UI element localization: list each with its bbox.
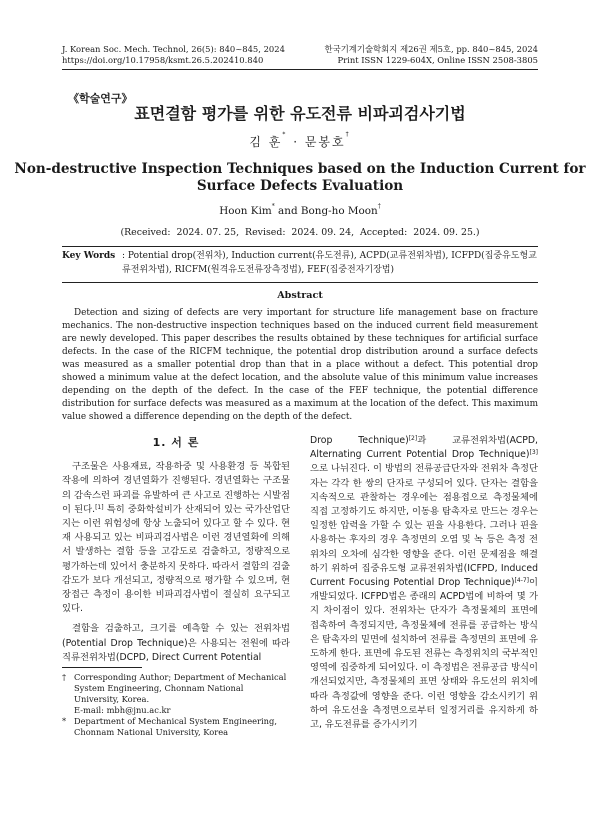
citation-ref-4-7[interactable]: [4-7] [514, 577, 530, 585]
body-column-left [62, 434, 290, 738]
keywords-bottom-rule [62, 282, 538, 283]
running-header-right [325, 44, 538, 66]
title-english-line-2: Surface Defects Evaluation [196, 178, 404, 194]
journal-citation: J. Korean Soc. Mech. Technol, 26(5): 840~845, 2024 [62, 44, 285, 54]
footnote-affiliation: * Department of Mechanical System Engineering, Chonnam National University, Korea [62, 716, 277, 738]
authors-korean [0, 133, 600, 150]
intro-paragraph-2-continued: Drop Technique)[2]과 교류전위차법(ACPD, Alternating Current Potential Drop Technique)[3]으로 나뉘진다. 이 방법의 전류공급단자와 전위차 측정단자는 각각 한 쌍의 단자로 구성되어 있다. 단자는 결함을 지속적으로 관찰하는 경우에는 점용접으로 측정물체에 직접 고정하기도 하지만, 이동용 탐촉자로 만드는 경우는 일정한 압력을 가할 수 있는 핀을 사용한다. 그러나 핀을 사용하는 후자의 경우 측정면의 오염 및 녹 등은 측정 전위차의 오차에 심각한 영향을 준다. 이런 문제점을 해결하기 위하여 집중유도형 교류전위차법(ICFPD, Induced Current Focusing Potential Drop Technique)[4-7]이 개발되었다. ICFPD법은 종래의 ACPD법에 비하여 몇 가지 차이점이 있다. 전위차는 단자가 측정물체의 표면에 접촉하여 측정되지만, 측정물체에 전류를 공급하는 방식은 탐촉자의 밑면에 설치하여 전류를 측정면의 표면에 유도하게 한다. 표면에 유도된 전류는 측정위치의 국부적인 영역에 집중하게 되어있다. 이 측정법은 전류공급 방식이 개선되었지만, 측정물체의 표면 상태와 유도선의 위치에 따라 측정값에 영향을 준다. 이런 영향을 감소시키기 위하여 유도선을 측정면으로부터 일정거리를 유지하게 하고, 유도전류를 증가시키기 [310, 435, 538, 731]
received-dates: (Received: 2024. 07. 25, Revised: 2024. 09. 24, Accepted: 2024. 09. 25.) [120, 227, 480, 238]
keywords-text: : Potential drop(전위차), Induction current(유도전류), ACPD(교류전위차법), ICFPD(집중유도형교류전위차법), RICFM(원격유도전류장측정법), FEF(집중전자기장법) [122, 251, 537, 275]
abstract-heading: Abstract [277, 290, 323, 301]
section-heading: 1. 서 론 [152, 436, 200, 449]
authors-english [0, 205, 600, 217]
author-1-en: Hoon Kim [219, 205, 272, 217]
author-1-mark: * [282, 131, 288, 138]
footnote-rule [62, 667, 142, 668]
author-2-ko: 문봉호 [304, 135, 346, 149]
author-conjunction: and [274, 205, 301, 217]
journal-citation-korean: 한국기계기술학회지 제26권 제5호, pp. 840~845, 2024 [324, 44, 538, 54]
intro-paragraph-1: 구조물은 사용재료, 작용하중 및 사용환경 등 복합된 작용에 의하여 경년열화가 진행된다. 경년열화는 구조물의 감속스런 파괴를 유발하여 큰 사고로 진행하는 시발점이 된다.[1] 특히 중화학설비가 산재되어 있는 국가산업단지는 이런 위험성에 항상 노출되어 있다고 할 수 있다. 현재 사용되고 있는 비파괴검사법은 이런 경년열화에 의해서 발생하는 결함 등을 고감도로 검출하고, 정량적으로 평가하는데 있어서 충분하지 못하다. 따라서 결함의 검출감도가 보다 개선되고, 정량적으로 평가할 수 있으며, 현장접근 측정이 용이한 비파괴검사법이 절실히 요구되고 있다. [62, 461, 290, 615]
doi-link[interactable]: https://doi.org/10.17958/ksmt.26.5.202410.840 [62, 55, 264, 65]
citation-ref-1[interactable]: [1] [95, 503, 104, 511]
header-rule [62, 69, 538, 70]
keywords-top-rule [62, 246, 538, 247]
title-english [0, 161, 600, 195]
citation-ref-3[interactable]: [3] [529, 449, 538, 457]
asterisk-mark: * [62, 716, 67, 727]
body-column-right [310, 434, 538, 732]
author-1-ko: 김 훈 [249, 135, 283, 149]
article-category: 《학술연구》 [68, 92, 133, 105]
abstract-text: Detection and sizing of defects are very important for structure life management base on fracture mechanics. The non-destructive inspection techniques based on the induced current field measurement are newly developed. This paper describes the results obtained by these techniques for artificial surface defects. In the case of the RICFM technique, the potential drop distribution around a surface defects was measured as a smaller potential drop than that in a place without a defect. This potential drop showed a minimum value at the defect location, and the absolute value of this minimum value increases depending on the depth of the defect. In the case of the FEF technique, the potential difference distribution for surface defects was measured as a maximum at the location of the defect. This maximum value showed a difference depending on the depth of the defect. [62, 308, 538, 422]
title-english-line-1: Non-destructive Inspection Techniques based on the Induction Current for [14, 161, 586, 177]
author-1-en-mark: * [271, 203, 275, 210]
author-separator: · [287, 135, 305, 149]
running-header-left [62, 44, 285, 66]
issn-info: Print ISSN 1229-604X, Online ISSN 2508-3805 [337, 55, 538, 65]
footnote-corresponding: † Corresponding Author; Department of Mechanical System Engineering, Chonnam National University, Korea. E-mail: mbh@jnu.ac.kr [62, 672, 290, 716]
author-2-en: Bong-ho Moon [300, 205, 378, 217]
keywords-label: Key Words [62, 251, 116, 261]
email-text[interactable]: E-mail: mbh@jnu.ac.kr [74, 705, 171, 716]
author-2-en-mark: † [377, 203, 381, 210]
keywords-block [62, 250, 538, 277]
title-korean: 표면결함 평가를 위한 유도전류 비파괴검사기법 [134, 104, 466, 123]
intro-paragraph-2: 결함을 검출하고, 크기를 예측할 수 있는 전위차법(Potential Drop Technique)은 사용되는 전원에 따라 직류전위차법(DCPD, Direct Current Potential [62, 623, 290, 663]
author-2-mark: † [345, 131, 351, 138]
citation-ref-2[interactable]: [2] [408, 435, 418, 442]
dagger-mark: † [62, 672, 67, 683]
